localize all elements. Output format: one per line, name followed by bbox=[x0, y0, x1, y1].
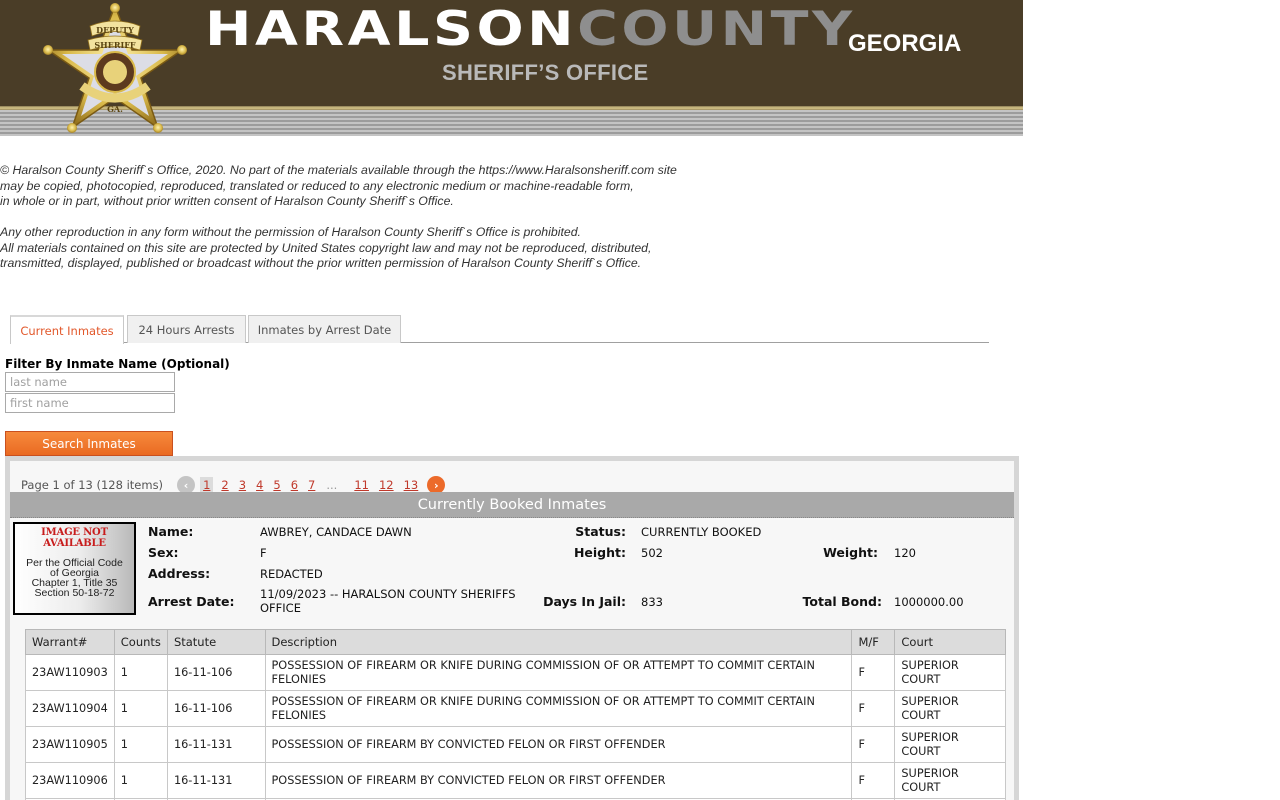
status-label: Status: bbox=[575, 524, 626, 539]
photo-note-line: Per the Official Code bbox=[26, 557, 123, 569]
tab-inmates-by-arrest-date[interactable]: Inmates by Arrest Date bbox=[248, 315, 401, 343]
cell-warrant: 23AW110903 bbox=[26, 655, 115, 691]
page-link-3[interactable]: 3 bbox=[238, 478, 247, 492]
results-panel-inner bbox=[10, 461, 1014, 800]
chevron-left-icon: ‹ bbox=[183, 478, 189, 492]
results-panel bbox=[5, 456, 1019, 800]
inmate-name: AWBREY, CANDACE DAWN bbox=[260, 525, 412, 539]
cell-description: POSSESSION OF FIREARM BY CONVICTED FELON OR FIRST OFFENDER bbox=[265, 763, 852, 799]
table-row bbox=[26, 691, 1006, 727]
inmate-weight: 120 bbox=[894, 546, 916, 560]
inmate-status: CURRENTLY BOOKED bbox=[641, 525, 762, 539]
photo-note-line: Chapter 1, Title 35 bbox=[31, 577, 118, 589]
cell-warrant: 23AW110906 bbox=[26, 763, 115, 799]
page-link-2[interactable]: 2 bbox=[221, 478, 229, 492]
page-link-1[interactable]: 1 bbox=[200, 477, 213, 493]
last-name-input[interactable] bbox=[5, 372, 175, 392]
charges-table bbox=[25, 629, 1006, 800]
charges-header-row bbox=[26, 630, 1006, 655]
column-header-court: Court bbox=[895, 630, 1006, 655]
svg-text:SHERIFF: SHERIFF bbox=[94, 40, 136, 50]
cell-statute: 16-11-106 bbox=[167, 655, 265, 691]
inmate-photo-placeholder bbox=[13, 522, 136, 615]
copyright-paragraph-2 bbox=[0, 225, 760, 272]
cell-description: POSSESSION OF FIREARM OR KNIFE DURING COMMISSION OF OR ATTEMPT TO COMMIT CERTAIN FELONIES bbox=[265, 655, 852, 691]
copyright-line: © Haralson County Sheriff`s Office, 2020. No part of the materials available through the https://www.Haralsonsheriff.com site bbox=[0, 163, 677, 177]
page-link-12[interactable]: 12 bbox=[378, 478, 394, 492]
banner-title-county: COUNTY bbox=[577, 2, 856, 57]
column-header-mf: M/F bbox=[852, 630, 895, 655]
copyright-line: may be copied, photocopied, reproduced, translated or reduced to any electronic medium or machine-readable form, bbox=[0, 178, 634, 193]
days-in-jail-label: Days In Jail: bbox=[543, 594, 626, 609]
chevron-right-icon: › bbox=[433, 478, 439, 492]
cell-warrant: 23AW110904 bbox=[26, 691, 115, 727]
arrest-date-line: 11/09/2023 -- HARALSON COUNTY SHERIFFS bbox=[260, 587, 516, 601]
cell-statute: 16-11-131 bbox=[167, 763, 265, 799]
cell-statute: 16-11-131 bbox=[167, 727, 265, 763]
inmate-height: 502 bbox=[641, 546, 663, 560]
inmate-sex: F bbox=[260, 546, 267, 560]
page-link-4[interactable]: 4 bbox=[256, 478, 264, 492]
table-row bbox=[26, 727, 1006, 763]
copyright-line: in whole or in part, without prior written consent of Haralson County Sheriff`s Office. bbox=[0, 194, 454, 208]
inmate-tabs bbox=[10, 315, 989, 343]
banner-title bbox=[205, 2, 856, 57]
image-not-available-label: IMAGE NOT AVAILABLE bbox=[41, 527, 108, 549]
svg-text:DEPUTY: DEPUTY bbox=[96, 25, 134, 35]
cell-mf: F bbox=[852, 691, 895, 727]
cell-court: SUPERIOR COURT bbox=[895, 727, 1006, 763]
filter-label: Filter By Inmate Name (Optional) bbox=[5, 357, 230, 371]
site-banner bbox=[0, 0, 1023, 136]
cell-warrant: 23AW110905 bbox=[26, 727, 115, 763]
cell-counts: 1 bbox=[114, 763, 167, 799]
column-header-warrant: Warrant# bbox=[26, 630, 115, 655]
photo-note-line: Section 50-18-72 bbox=[34, 587, 115, 599]
page-link-13[interactable]: 13 bbox=[403, 478, 419, 492]
cell-mf: F bbox=[852, 727, 895, 763]
column-header-description: Description bbox=[265, 630, 852, 655]
cell-counts: 1 bbox=[114, 691, 167, 727]
height-label: Height: bbox=[573, 545, 626, 560]
inmate-total-bond: 1000000.00 bbox=[894, 595, 964, 609]
photo-legal-note bbox=[15, 558, 134, 598]
sheriff-star-badge-icon bbox=[40, 0, 190, 136]
name-label: Name: bbox=[148, 524, 194, 539]
cell-mf: F bbox=[852, 655, 895, 691]
banner-state: GEORGIA bbox=[848, 30, 962, 57]
total-bond-label: Total Bond: bbox=[802, 594, 882, 609]
cell-description: POSSESSION OF FIREARM BY CONVICTED FELON OR FIRST OFFENDER bbox=[265, 727, 852, 763]
cell-description: POSSESSION OF FIREARM OR KNIFE DURING COMMISSION OF OR ATTEMPT TO COMMIT CERTAIN FELONIES bbox=[265, 691, 852, 727]
copyright-paragraph-1 bbox=[0, 163, 760, 210]
arrest-date-line: OFFICE bbox=[260, 601, 301, 615]
pager-info: Page 1 of 13 (128 items) bbox=[21, 478, 164, 492]
banner-subtitle: SHERIFF’S OFFICE bbox=[442, 60, 649, 85]
column-header-statute: Statute bbox=[167, 630, 265, 655]
cell-statute: 16-11-106 bbox=[167, 691, 265, 727]
page-link-11[interactable]: 11 bbox=[354, 478, 369, 492]
inmate-address: REDACTED bbox=[260, 567, 323, 581]
address-label: Address: bbox=[148, 566, 211, 581]
copyright-notice bbox=[0, 163, 760, 287]
inmate-arrest-date bbox=[260, 587, 516, 615]
cell-court: SUPERIOR COURT bbox=[895, 763, 1006, 799]
copyright-line: Any other reproduction in any form without the permission of Haralson County Sheriff`s Office is prohibited. bbox=[0, 225, 581, 239]
inmate-days-in-jail: 833 bbox=[641, 595, 663, 609]
tab-24-hours-arrests[interactable]: 24 Hours Arrests bbox=[127, 315, 246, 343]
arrest-date-label: Arrest Date: bbox=[148, 594, 235, 609]
copyright-line: All materials contained on this site are protected by United States copyright law and may not be reproduced, distributed, bbox=[0, 240, 652, 255]
cell-counts: 1 bbox=[114, 727, 167, 763]
copyright-line: transmitted, displayed, published or broadcast without the prior written permission of Haralson County Sheriff`s Office. bbox=[0, 256, 642, 270]
table-row bbox=[26, 763, 1006, 799]
first-name-input[interactable] bbox=[5, 393, 175, 413]
section-title: Currently Booked Inmates bbox=[10, 492, 1014, 518]
cell-court: SUPERIOR COURT bbox=[895, 691, 1006, 727]
page-link-6[interactable]: 6 bbox=[290, 478, 299, 492]
column-header-counts: Counts bbox=[114, 630, 167, 655]
tab-current-inmates[interactable]: Current Inmates bbox=[10, 315, 124, 344]
svg-text:GA.: GA. bbox=[107, 104, 123, 114]
sex-label: Sex: bbox=[148, 545, 179, 560]
photo-note-line: of Georgia bbox=[49, 567, 100, 579]
page-link-5[interactable]: 5 bbox=[273, 478, 281, 492]
cell-court: SUPERIOR COURT bbox=[895, 655, 1006, 691]
search-inmates-button[interactable]: Search Inmates bbox=[5, 431, 173, 456]
cell-counts: 1 bbox=[114, 655, 167, 691]
page-link-7[interactable]: 7 bbox=[308, 478, 316, 492]
page-ellipsis[interactable]: ... bbox=[326, 478, 338, 492]
weight-label: Weight: bbox=[823, 545, 878, 560]
banner-title-haralson: HARALSON bbox=[205, 2, 578, 57]
cell-mf: F bbox=[852, 763, 895, 799]
table-row bbox=[26, 655, 1006, 691]
